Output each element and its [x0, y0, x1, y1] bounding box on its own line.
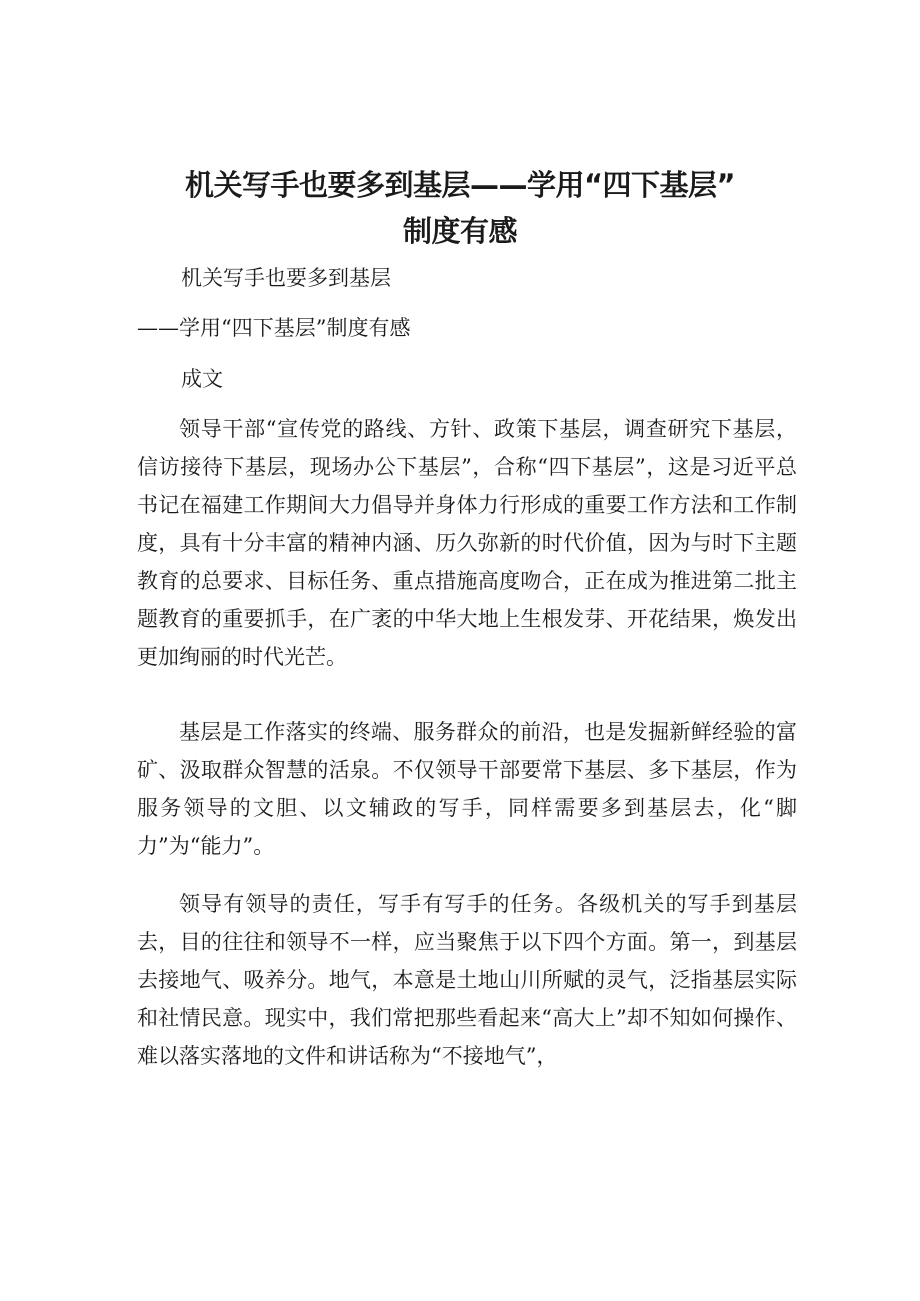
- author: 成文: [181, 367, 223, 391]
- document-title: [120, 162, 800, 254]
- subtitle-main: 机关写手也要多到基层: [181, 266, 391, 290]
- paragraph-1: 领导干部“宣传党的路线、方针、政策下基层，调查研究下基层，信访接待下基层，现场办公下基层”，合称“四下基层”，这是习近平总书记在福建工作期间大力倡导并身体力行形成的重要工作方法和工作制度，具有十分丰富的精神内涵、历久弥新的时代价值，因为与时下主题教育的总要求、目标任务、重点措施高度吻合，正在成为推进第二批主题教育的重要抓手，在广袤的中华大地上生根发芽、开花结果，焕发出更加绚丽的时代光芒。: [137, 417, 797, 669]
- paragraph-2: 基层是工作落实的终端、服务群众的前沿，也是发掘新鲜经验的富矿、汲取群众智慧的活泉。不仅领导干部要常下基层、多下基层，作为服务领导的文胆、以文辅政的写手，同样需要多到基层去，化“脚力”为“能力”。: [137, 720, 797, 858]
- title-line-1: 机关写手也要多到基层——学用“四下基层”: [184, 168, 736, 202]
- subtitle-sub: ——学用“四下基层”制度有感: [137, 316, 411, 340]
- title-line-2: 制度有感: [402, 214, 517, 248]
- paragraph-3: 领导有领导的责任，写手有写手的任务。各级机关的写手到基层去，目的往往和领导不一样，应当聚焦于以下四个方面。第一，到基层去接地气、吸养分。地气，本意是土地山川所赋的灵气，泛指基层实际和社情民意。现实中，我们常把那些看起来“高大上”却不知如何操作、难以落实落地的文件和讲话称为“不接地气”，: [137, 892, 797, 1068]
